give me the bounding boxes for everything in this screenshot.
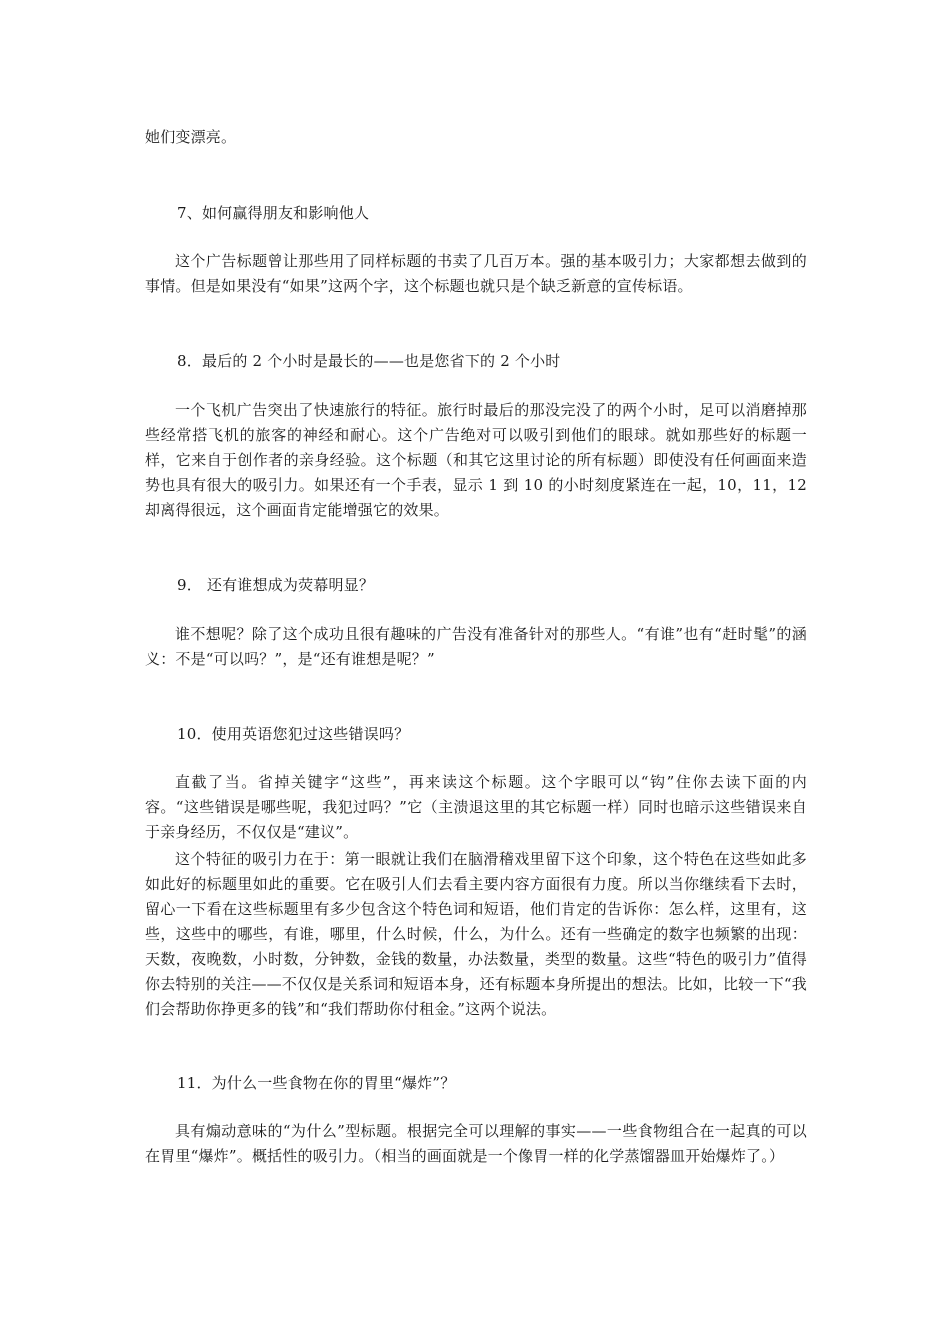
paragraph-11: 具有煽动意味的“为什么”型标题。根据完全可以理解的事实——一些食物组合在一起真的可以在胃里“爆炸”。概括性的吸引力。（相当的画面就是一个像胃一样的化学蒸馏器皿开始爆炸了。） xyxy=(145,1122,807,1165)
paragraph-10a: 直截了当。省掉关键字“这些”，再来读这个标题。这个字眼可以“钩”住你去读下面的内容。“这些错误是哪些呢，我犯过吗？”它（主溃退这里的其它标题一样）同时也暗示这些错误来自于亲身经历，不仅仅是“建议”。 xyxy=(145,773,807,841)
section-heading-10: 10．使用英语您犯过这些错误吗？ xyxy=(177,725,410,743)
section-heading-9: 9． 还有谁想成为荧幕明显？ xyxy=(177,576,375,594)
paragraph-9: 谁不想呢？除了这个成功且很有趣味的广告没有准备针对的那些人。“有谁”也有“赶时髦”的涵义：不是“可以吗？”，是“还有谁想是呢？” xyxy=(145,625,807,668)
paragraph-8: 一个飞机广告突出了快速旅行的特征。旅行时最后的那没完没了的两个小时，足可以消磨掉那些经常搭飞机的旅客的神经和耐心。这个广告绝对可以吸引到他们的眼球。就如那些好的标题一样，它来自于创作者的亲身经验。这个标题（和其它这里讨论的所有标题）即使没有任何画面来造势也具有很大的吸引力。如果还有一个手表，显示 1 到 10 的小时刻度紧连在一起，10，11，12 却离得很远，这个画面肯定能增强它的效果。 xyxy=(145,401,807,519)
paragraph-continuation: 她们变漂亮。 xyxy=(145,128,237,146)
section-heading-11: 11．为什么一些食物在你的胃里“爆炸”？ xyxy=(177,1074,456,1092)
section-heading-8: 8．最后的 2 个小时是最长的——也是您省下的 2 个小时 xyxy=(177,352,561,370)
paragraph-7: 这个广告标题曾让那些用了同样标题的书卖了几百万本。强的基本吸引力；大家都想去做到的事情。但是如果没有“如果”这两个字，这个标题也就只是个缺乏新意的宣传标语。 xyxy=(145,252,807,295)
section-heading-7: 7、如何赢得朋友和影响他人 xyxy=(177,204,370,222)
paragraph-10b: 这个特征的吸引力在于：第一眼就让我们在脑滑稽戏里留下这个印象，这个特色在这些如此多如此好的标题里如此的重要。它在吸引人们去看主要内容方面很有力度。所以当你继续看下去时，留心一下看在这些标题里有多少包含这个特色词和短语，他们肯定的告诉你：怎么样，这里有，这些，这些中的哪些，有谁，哪里，什么时候，什么，为什么。还有一些确定的数字也频繁的出现：天数，夜晚数，小时数，分钟数，金钱的数量，办法数量，类型的数量。这些“特色的吸引力”值得你去特别的关注——不仅仅是关系词和短语本身，还有标题本身所提出的想法。比如，比较一下“我们会帮助你挣更多的钱”和“我们帮助你付租金。”这两个说法。 xyxy=(145,850,807,1018)
